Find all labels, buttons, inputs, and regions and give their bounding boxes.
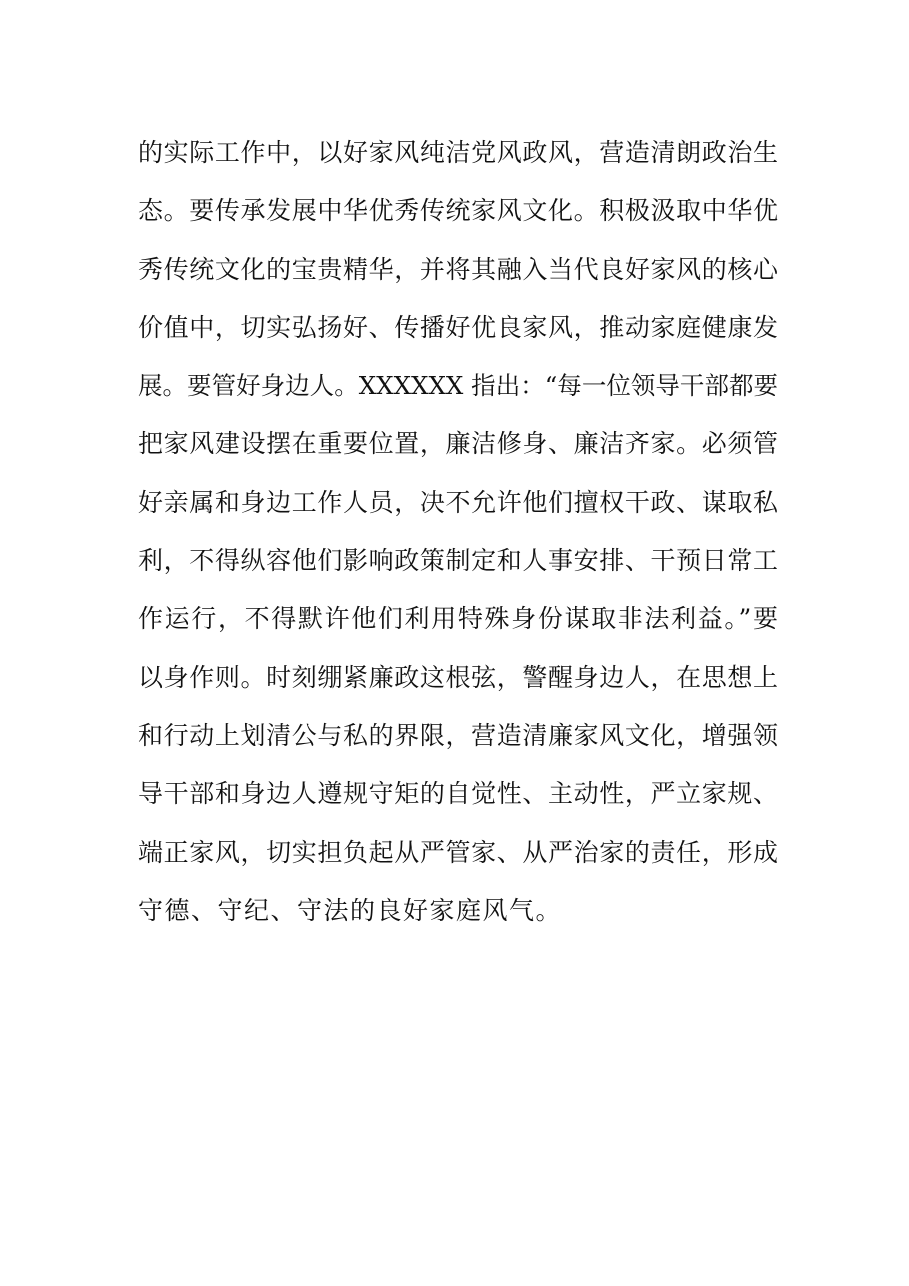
text-line-14: 守德、守纪、守法的良好家庭风气。: [138, 895, 563, 925]
body-paragraph: [138, 124, 778, 940]
text-line-13: 端正家风，切实担负起从严管家、从严治家的责任，形成: [138, 837, 778, 867]
text-line-3: 秀传统文化的宝贵精华，并将其融入当代良好家风的核心: [138, 254, 778, 284]
text-line-10: 以身作则。时刻绷紧廉政这根弦，警醒身边人，在思想上: [138, 662, 778, 692]
text-line-4: 价值中，切实弘扬好、传播好优良家风，推动家庭健康发: [138, 312, 778, 342]
text-line-1: 的实际工作中，以好家风纯洁党风政风，营造清朗政治生: [138, 138, 778, 167]
text-line-9: 作运行，不得默许他们利用特殊身份谋取非法利益。”要: [138, 604, 778, 634]
text-line-12: 导干部和身边人遵规守矩的自觉性、主动性，严立家规、: [138, 779, 778, 809]
text-line-7: 好亲属和身边工作人员，决不允许他们擅权干政、谋取私: [138, 487, 778, 517]
text-line-2: 态。要传承发展中华优秀传统家风文化。积极汲取中华优: [138, 196, 778, 226]
text-line-11: 和行动上划清公与私的界限，营造清廉家风文化，增强领: [138, 720, 778, 750]
text-line-6: 把家风建设摆在重要位置，廉洁修身、廉洁齐家。必须管: [138, 429, 778, 459]
text-line-5: 展。要管好身边人。XXXXXX 指出：“每一位领导干部都要: [138, 371, 778, 401]
text-line-8: 利，不得纵容他们影响政策制定和人事安排、干预日常工: [138, 546, 778, 576]
